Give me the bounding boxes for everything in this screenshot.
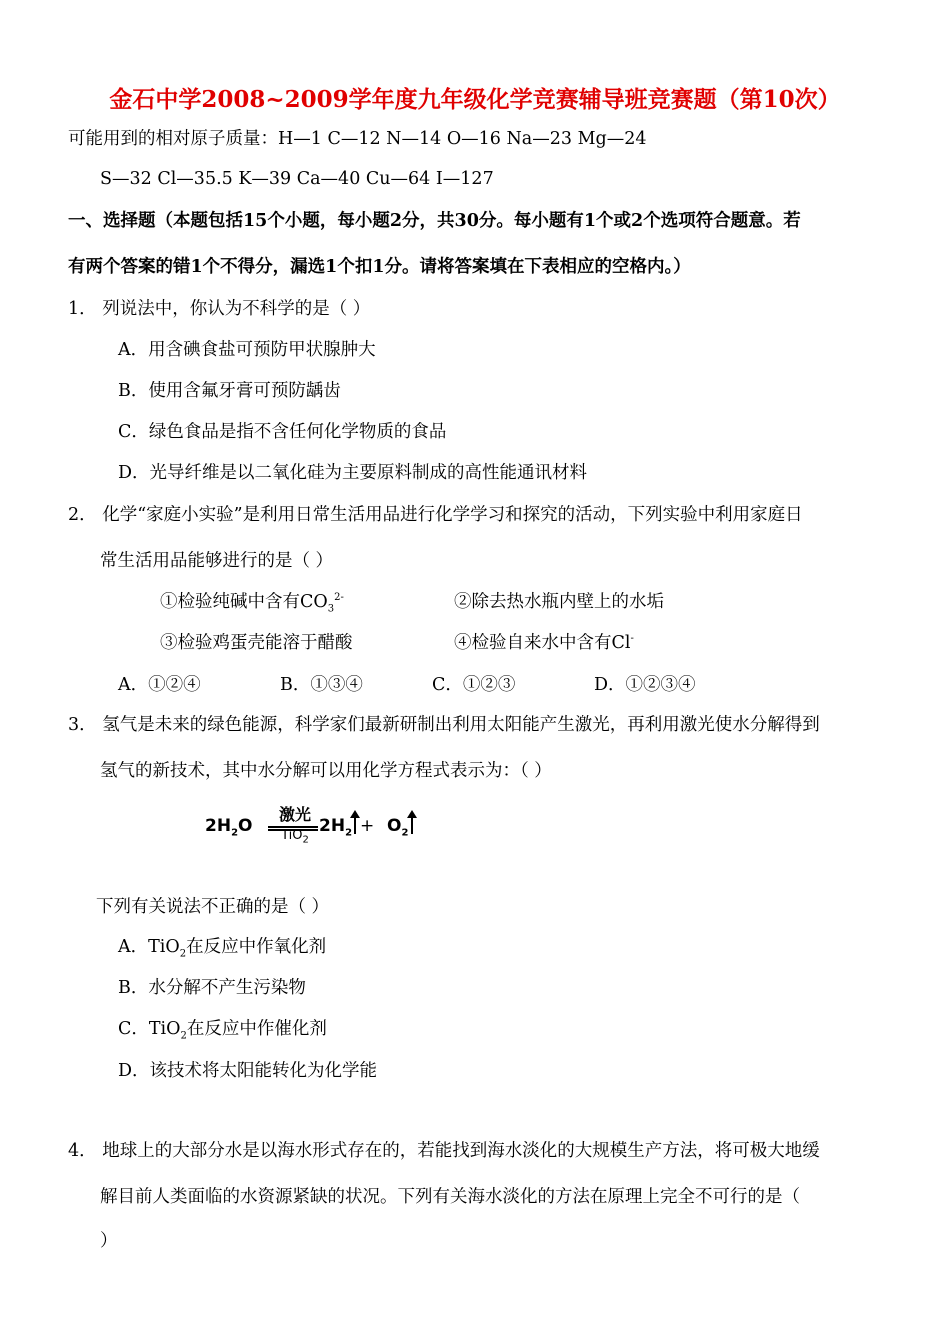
question-2-option-b: B．①③④ xyxy=(280,675,363,695)
question-1-option-d: D．光导纤维是以二氧化硅为主要原料制成的高性能通讯材料 xyxy=(118,463,588,483)
equation-product-2-formula: O xyxy=(387,816,402,836)
equation-product-1 xyxy=(319,816,353,839)
section-heading-line-1: 一、选择题（本题包括15个小题，每小题2分，共30分。每小题有1个或2个选项符合题意。若 xyxy=(68,211,801,231)
question-4-stem-line-3: ） xyxy=(100,1231,118,1251)
equation-plus: + xyxy=(360,816,375,836)
question-3-option-b: B．水分解不产生污染物 xyxy=(118,978,306,998)
section-heading-line-2: 有两个答案的错1个不得分，漏选1个扣1分。请将答案填在下表相应的空格内。） xyxy=(68,257,691,277)
question-2-item-1-superscript: 2- xyxy=(334,592,344,604)
gas-arrow-icon xyxy=(354,816,356,834)
atomic-mass-line-2: S—32 Cl—35.5 K—39 Ca—40 Cu—64 I—127 xyxy=(100,169,494,189)
question-2-item-4 xyxy=(454,632,634,654)
equation-product-1-subscript: 2 xyxy=(345,827,353,839)
equation-reactant-tail: O xyxy=(238,816,253,836)
question-2-stem-line-2: 常生活用品能够进行的是（ ） xyxy=(100,551,334,571)
question-2-item-3: ③检验鸡蛋壳能溶于醋酸 xyxy=(160,633,353,653)
question-3-option-c xyxy=(118,1018,327,1040)
question-3-option-c-subscript: 2 xyxy=(180,1030,187,1042)
question-3-option-a-prefix: A．TiO xyxy=(118,937,180,957)
equation-condition-bottom xyxy=(271,828,319,846)
atomic-mass-line-1: 可能用到的相对原子质量：H—1 C—12 N—14 O—16 Na—23 Mg—24 xyxy=(68,129,647,149)
question-2-option-d: D．①②③④ xyxy=(594,675,696,695)
question-3-option-d: D．该技术将太阳能转化为化学能 xyxy=(118,1061,378,1081)
equation-reactant-formula: 2H xyxy=(205,816,232,836)
question-4-stem-line-1: 4． 地球上的大部分水是以海水形式存在的，若能找到海水淡化的大规模生产方法，将可极大地缓 xyxy=(68,1141,820,1161)
question-3-option-a-subscript: 2 xyxy=(179,948,187,960)
question-3-option-c-prefix: C．TiO xyxy=(118,1019,181,1039)
question-2-item-4-text: ④检验自来水中含有Cl xyxy=(454,633,631,653)
equation-product-2-subscript: 2 xyxy=(401,827,409,839)
question-1-option-a: A．用含碘食盐可预防甲状腺肿大 xyxy=(118,340,376,360)
question-3-sub-stem: 下列有关说法不正确的是（ ） xyxy=(96,897,330,917)
equation-product-2 xyxy=(387,816,409,839)
question-3-stem-line-2: 氢气的新技术，其中水分解可以用化学方程式表示为：（ ） xyxy=(100,761,552,781)
equation-condition-top: 激光 xyxy=(278,805,311,824)
equation-reactant-subscript: 2 xyxy=(231,827,239,839)
equation-catalyst-subscript: 2 xyxy=(302,834,309,846)
question-3-option-a xyxy=(118,936,326,958)
question-1-option-b: B．使用含氟牙膏可预防龋齿 xyxy=(118,381,341,401)
question-1-stem: 1． 列说法中，你认为不科学的是（ ） xyxy=(68,299,371,319)
question-2-option-c: C．①②③ xyxy=(432,675,516,695)
question-3-option-a-suffix: 在反应中作氧化剂 xyxy=(186,937,327,957)
question-3-stem-line-1: 3． 氢气是未来的绿色能源，科学家们最新研制出利用太阳能产生激光，再利用激光使水分解得到 xyxy=(68,715,820,735)
question-2-item-1 xyxy=(160,591,344,613)
question-2-stem-line-1: 2． 化学“家庭小实验”是利用日常生活用品进行化学学习和探究的活动，下列实验中利用家庭日 xyxy=(68,505,803,525)
page-title: 金石中学2008~2009学年度九年级化学竞赛辅导班竞赛题（第10次） xyxy=(109,86,841,113)
question-3-option-c-suffix: 在反应中作催化剂 xyxy=(186,1019,327,1039)
question-1-option-c: C．绿色食品是指不含任何化学物质的食品 xyxy=(118,422,447,442)
equation-product-1-formula: 2H xyxy=(319,816,346,836)
question-2-item-1-text: ①检验纯碱中含有CO xyxy=(160,592,328,612)
question-2-item-4-superscript: - xyxy=(630,633,634,645)
question-2-item-1-subscript: 3 xyxy=(327,603,335,615)
equation-catalyst-formula: TiO xyxy=(281,828,303,843)
question-4-stem-line-2: 解目前人类面临的水资源紧缺的状况。下列有关海水淡化的方法在原理上完全不可行的是（ xyxy=(100,1187,800,1207)
equation-reactant xyxy=(205,816,253,839)
chemical-equation xyxy=(205,802,465,852)
gas-arrow-icon xyxy=(411,816,413,834)
question-2-option-a: A．①②④ xyxy=(118,675,201,695)
question-2-item-2: ②除去热水瓶内壁上的水垢 xyxy=(454,592,664,612)
